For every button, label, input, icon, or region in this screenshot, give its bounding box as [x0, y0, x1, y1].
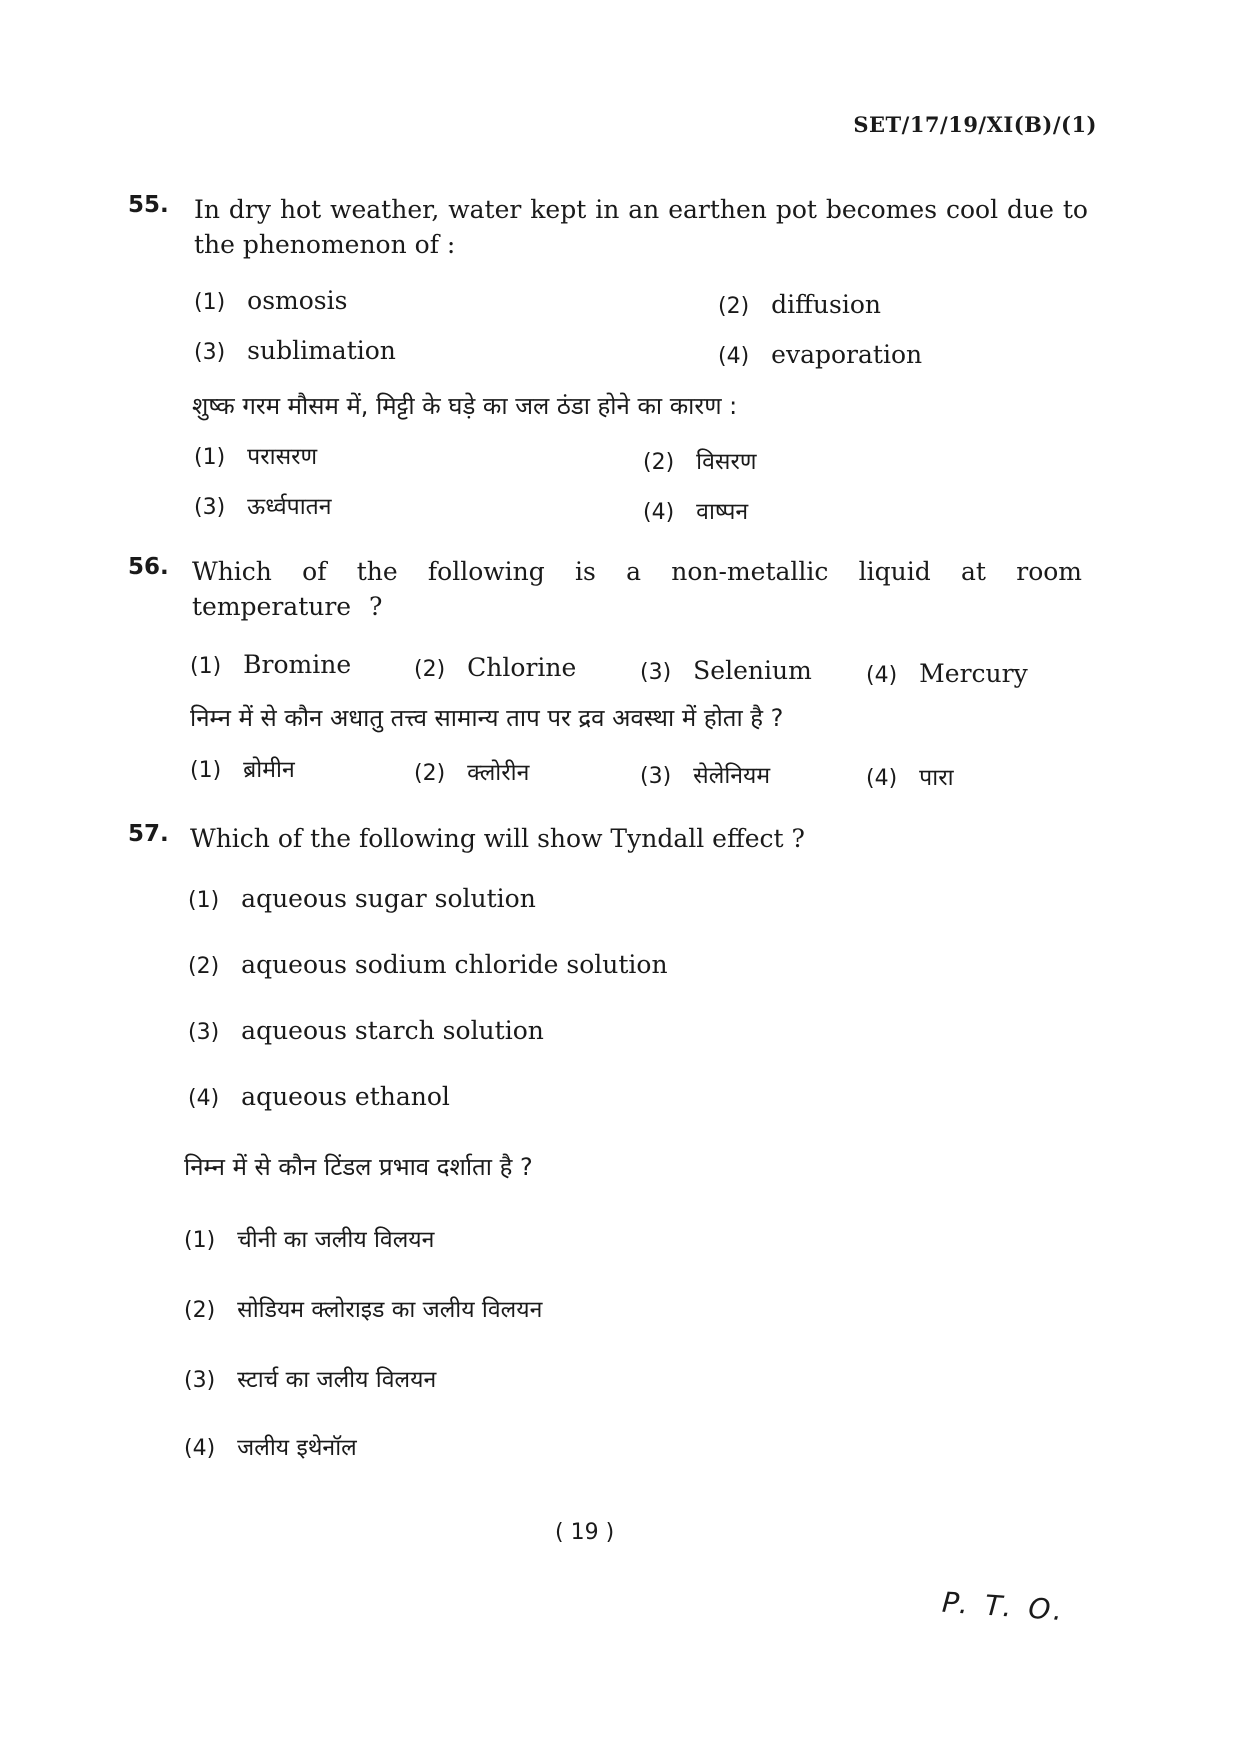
q57-option-3-en: (3) aqueous starch solution — [188, 1016, 544, 1045]
question-number: 55. — [128, 192, 169, 218]
q55-option-1-en: (1) osmosis — [194, 286, 348, 315]
question-57 — [128, 821, 1088, 856]
q55-option-2-hi: (2) विसरण — [643, 449, 757, 475]
q57-option-4-en: (4) aqueous ethanol — [188, 1082, 450, 1111]
question-56 — [128, 554, 1088, 624]
q55-option-3-en: (3) sublimation — [194, 336, 396, 365]
q55-option-2-en: (2) diffusion — [718, 290, 882, 319]
question-number: 57. — [128, 821, 169, 847]
q56-option-4-en: (4) Mercury — [866, 659, 1028, 688]
question-text-hi: निम्न में से कौन टिंडल प्रभाव दर्शाता है ? — [184, 1153, 533, 1181]
question-text-en: In dry hot weather, water kept in an earthen pot becomes cool due to the phenomenon of : — [194, 195, 1088, 259]
q57-option-2-hi: (2) सोडियम क्लोराइड का जलीय विलयन — [184, 1297, 543, 1323]
q57-option-4-hi: (4) जलीय इथेनॉल — [184, 1435, 357, 1461]
q56-option-3-en: (3) Selenium — [640, 656, 812, 685]
q56-option-2-hi: (2) क्लोरीन — [414, 760, 530, 786]
question-57-hindi — [128, 1150, 1088, 1185]
q56-option-2-en: (2) Chlorine — [414, 653, 577, 682]
q56-option-1-en: (1) Bromine — [190, 650, 352, 679]
question-text-hi: निम्न में से कौन अधातु तत्त्व सामान्य ताप पर द्रव अवस्था में होता है ? — [190, 704, 784, 732]
q56-option-3-hi: (3) सेलेनियम — [640, 763, 771, 789]
question-number: 56. — [128, 554, 169, 580]
q57-option-1-en: (1) aqueous sugar solution — [188, 884, 536, 913]
q55-option-1-hi: (1) परासरण — [194, 444, 318, 470]
q57-option-2-en: (2) aqueous sodium chloride solution — [188, 950, 668, 979]
question-text-en: Which of the following is a non-metallic liquid at room temperature ? — [192, 557, 1082, 621]
question-text-en: Which of the following will show Tyndall effect ? — [190, 824, 805, 853]
q56-option-4-hi: (4) पारा — [866, 765, 954, 791]
q57-option-1-hi: (1) चीनी का जलीय विलयन — [184, 1227, 435, 1253]
question-56-hindi — [128, 701, 1088, 736]
page-number: ( 19 ) — [555, 1520, 615, 1545]
q57-option-3-hi: (3) स्टार्च का जलीय विलयन — [184, 1367, 437, 1393]
q56-option-1-hi: (1) ब्रोमीन — [190, 757, 295, 783]
q55-option-3-hi: (3) ऊर्ध्वपातन — [194, 494, 332, 520]
question-55 — [128, 192, 1088, 262]
question-55-hindi — [128, 389, 1088, 424]
please-turn-over-note: P. T. O. — [941, 1585, 1068, 1628]
q55-option-4-en: (4) evaporation — [718, 340, 923, 369]
question-text-hi: शुष्क गरम मौसम में, मिट्टी के घड़े का जल ठंडा होने का कारण : — [192, 392, 738, 420]
paper-code: SET/17/19/XI(B)/(1) — [853, 112, 1097, 137]
q55-option-4-hi: (4) वाष्पन — [643, 499, 749, 525]
